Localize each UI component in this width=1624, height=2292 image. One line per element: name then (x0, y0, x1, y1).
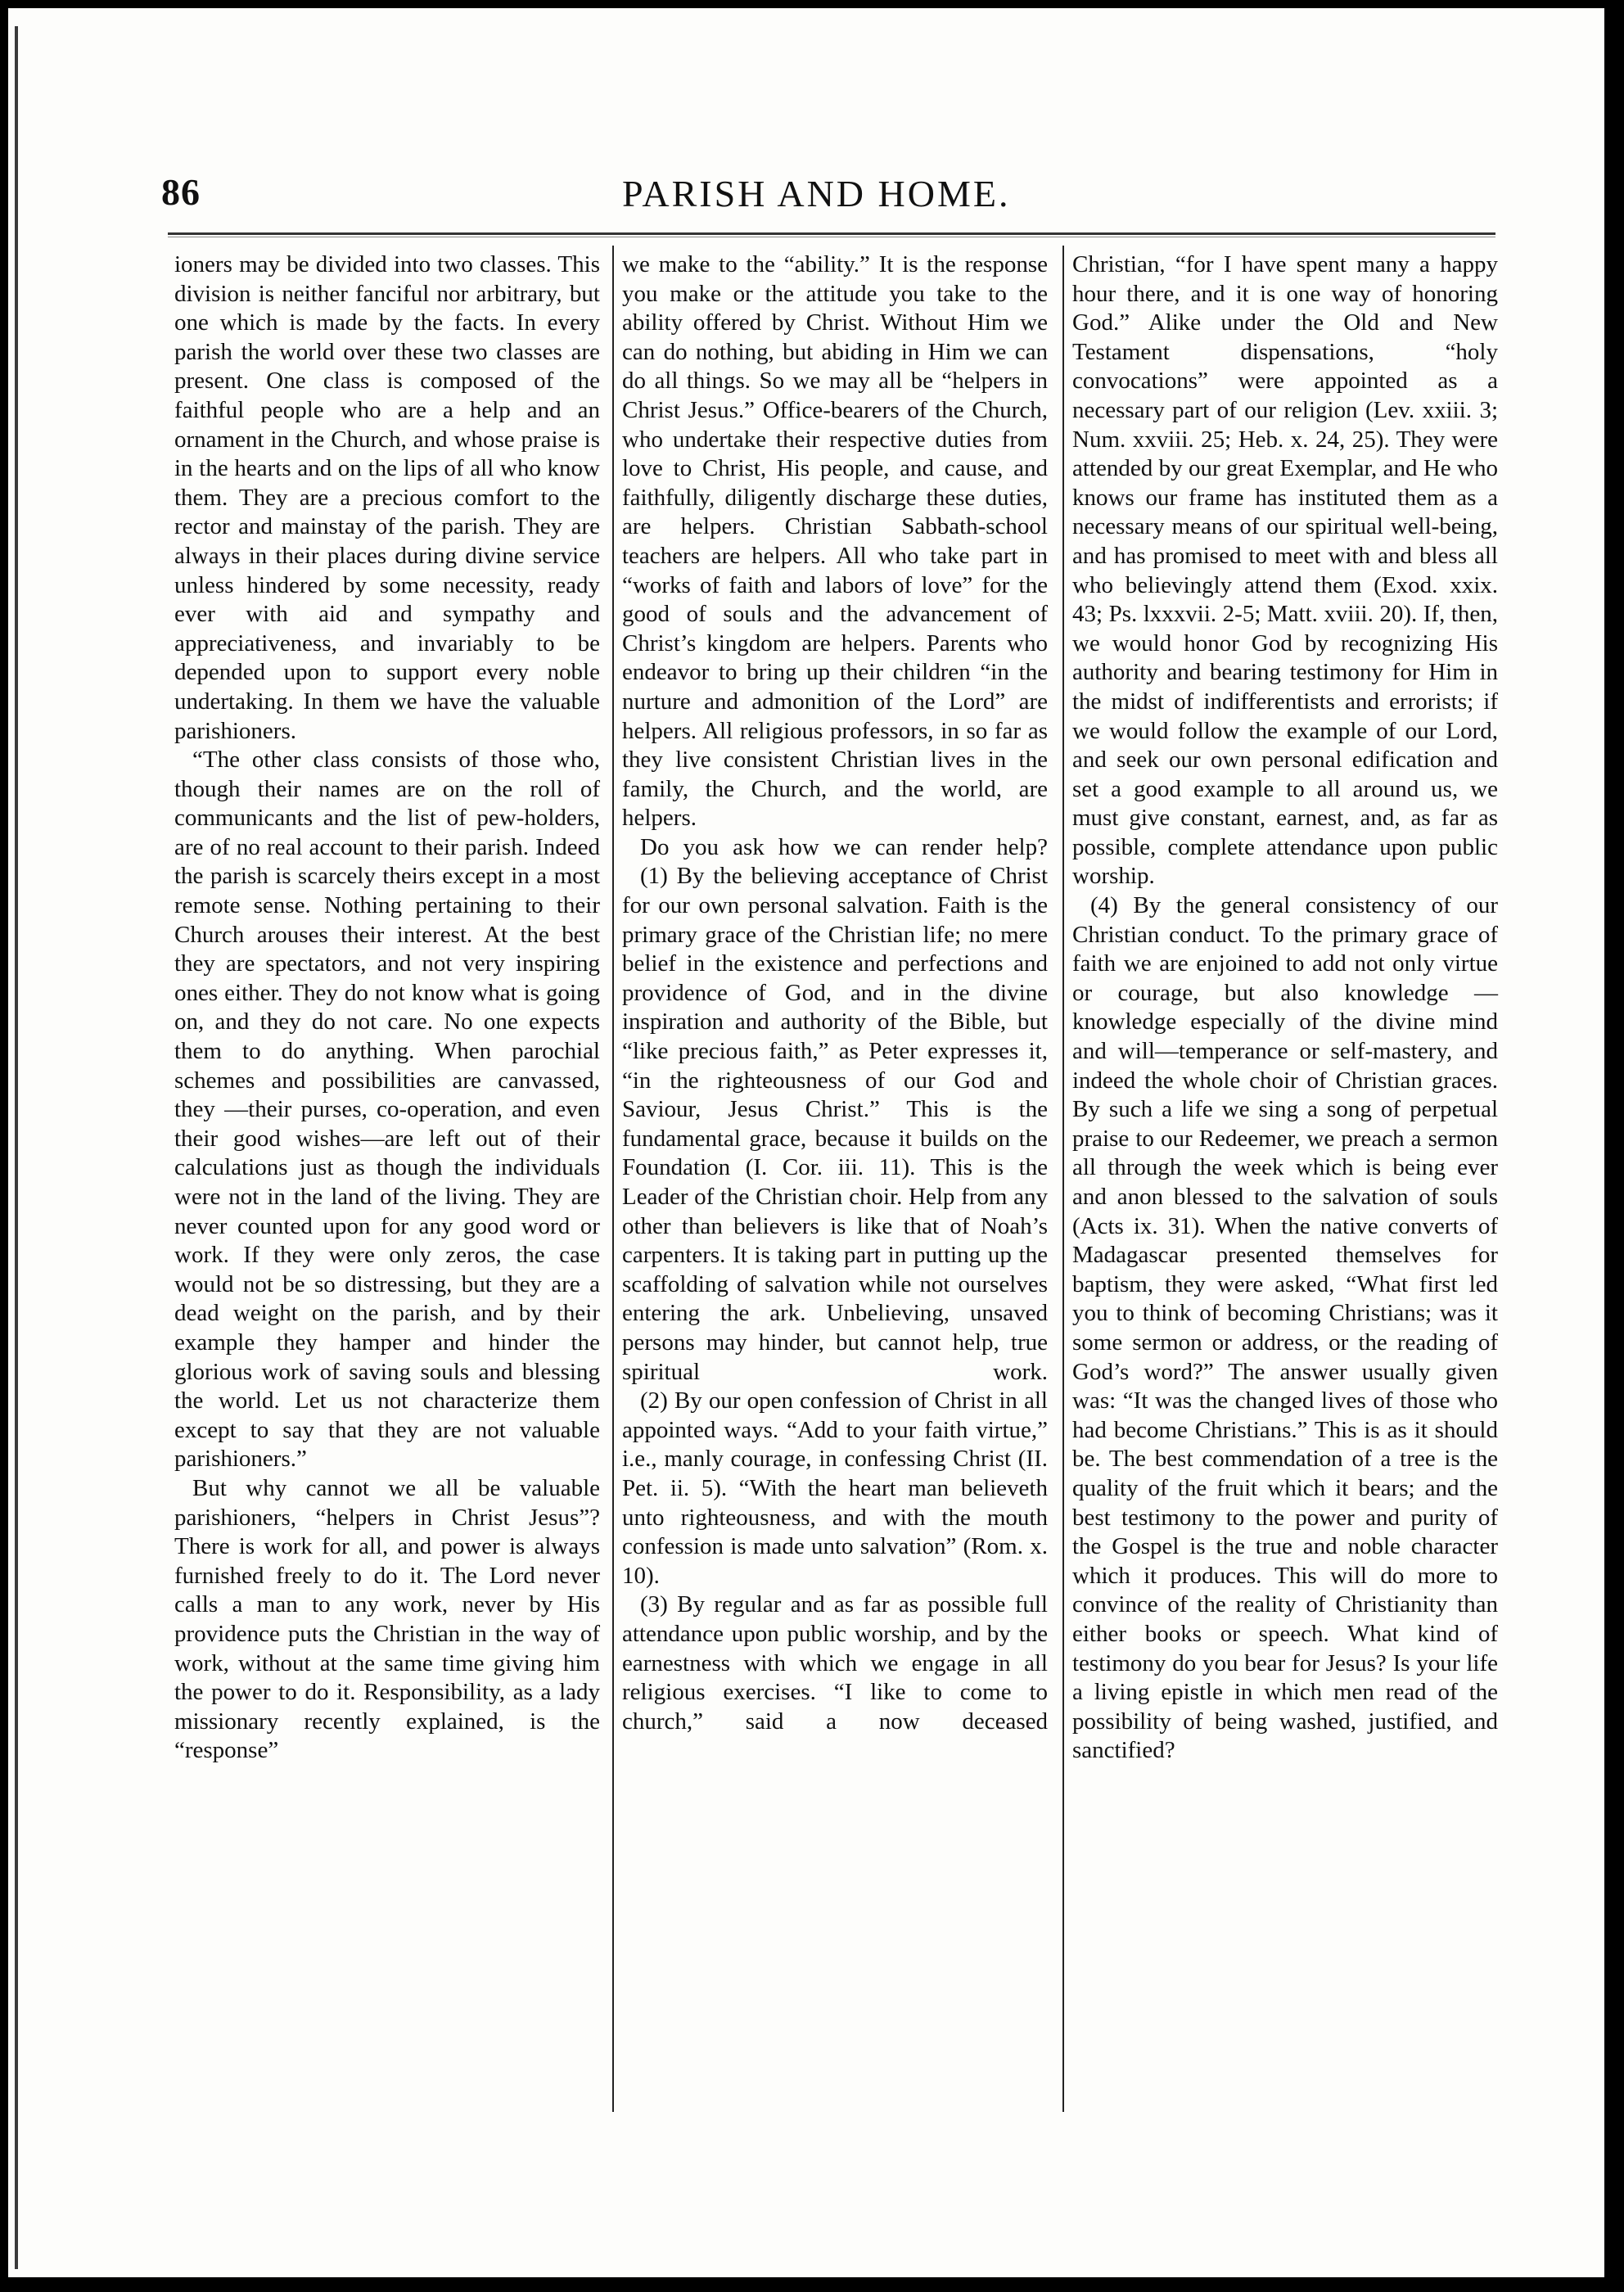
text-column-3 (1072, 250, 1498, 1766)
paragraph: we make to the “ability.” It is the response you make or the attitude you take to the ability offered by Christ. Without Him we can do nothing, but abiding in Him we can do all things. So we may all be “helpers in Christ Jesus.” Office-bearers of the Church, who undertake their respective duties from love to Christ, His people, and cause, and faithfully, diligently discharge these duties, are helpers. Christian Sabbath-school teachers are helpers. All who take part in “works of faith and labors of love” for the good of souls and the advancement of Christ’s kingdom are helpers. Parents who endeavor to bring up their children “in the nurture and admonition of the Lord” are helpers. All religious professors, in so far as they live consistent Christian lives in the family, the Church, and the world, are helpers. (622, 251, 1048, 832)
page-edge-right (1608, 0, 1624, 2269)
paragraph: Do you ask how we can render help? (640, 833, 1048, 860)
column-divider-1 (612, 246, 614, 2112)
header-rule (168, 232, 1495, 237)
running-head-title: PARISH AND HOME. (622, 173, 1011, 214)
page-number: 86 (161, 171, 201, 213)
paragraph: But why cannot we all be valuable parishioners, “helpers in Christ Jesus”? There is work for all, and power is always furnished freely to do it. The Lord never calls a man to any work, never by His providence puts the Christian in the way of work, without at the same time giving him the power to do it. Responsibility, as a lady missionary recently explained, is the “response” (174, 1474, 600, 1764)
paragraph: “The other class consists of those who, though their names are on the roll of communicants and the list of pew-holders, are of no real account to their parish. Indeed the parish is scarcely theirs except in a most remote sense. Nothing pertaining to their Church arouses their interest. At the best they are spectators, and not very inspiring ones either. They do not know what is going on, and they do not care. No one expects them to do anything. When parochial schemes and possibilities are canvassed, they —their purses, co-operation, and even their good wishes—are left out of their calculations just as though the individuals were not in the land of the living. They are never counted upon for any good word or work. If they were only zeros, the case would not be so distressing, but they are a dead weight on the parish, and by their example they hamper and hinder the glorious work of saving souls and blessing the world. Let us not characterize them except to say that they are not valuable parishioners.” (174, 747, 600, 1473)
text-column-1 (174, 250, 600, 1766)
text-column-2 (622, 250, 1048, 1736)
page-edge-left (15, 26, 18, 2269)
paragraph: (1) By the believing acceptance of Christ for our own personal salvation. Faith is the primary grace of the Christian life; no mere belief in the existence and perfections and providence of God, and in the divine inspiration and authority of the Bible, but “like precious faith,” as Peter expresses it, “in the righteousness of our God and Saviour, Jesus Christ.” This is the fundamental grace, because it builds on the Foundation (I. Cor. iii. 11). This is the Leader of the Christian choir. Help from any other than believers is like that of Noah’s carpenters. It is taking part in putting up the scaffolding of salvation while not ourselves entering the ark. Unbelieving, unsaved persons may hinder, but cannot help, true spiritual work. (622, 863, 1048, 1385)
column-divider-2 (1062, 246, 1064, 2112)
paragraph: (4) By the general consistency of our Christian conduct. To the primary grace of faith we are enjoined to add not only virtue or courage, but also knowledge — knowledge especially of the divine mind and will—temperance or self-mastery, and indeed the whole choir of Christian graces. By such a life we sing a song of perpetual praise to our Redeemer, we preach a sermon all through the week which is being ever and anon blessed to the salvation of souls (Acts ix. 31). When the native converts of Madagascar presented themselves for baptism, they were asked, “What first led you to think of becoming Christians; was it some sermon or address, or the reading of God’s word?” The answer usually given was: “It was the changed lives of those who had become Christians.” This is as it should be. The best commendation of a tree is the quality of the fruit which it bears; and the best testimony to the power and purity of the Gospel is the true and noble character which it produces. This will do more to convince of the reality of Christianity than either books or speech. What kind of testimony do you bear for Jesus? Is your life a living epistle in which men read of the possibility of being washed, justified, and sanctified? (1072, 892, 1498, 1764)
paragraph: Christian, “for I have spent many a happy hour there, and it is one way of honoring God.” Alike under the Old and New Testament dispensations, “holy convocations” were appointed as a necessary part of our religion (Lev. xxiii. 3; Num. xxviii. 25; Heb. x. 24, 25). They were attended by our great Exemplar, and He who knows our frame has instituted them as a necessary means of our spiritual well-being, and has promised to meet with and bless all who believingly attend them (Exod. xxix. 43; Ps. lxxxvii. 2-5; Matt. xviii. 20). If, then, we would honor God by recognizing His authority and bearing testimony for Him in the midst of indifferentists and errorists; if we would follow the example of our Lord, and seek our own personal edification and set a good example to all around us, we must give constant, earnest, and, as far as possible, complete attendance upon public worship. (1072, 251, 1498, 890)
paragraph: ioners may be divided into two classes. This division is neither fanciful nor arbitrary, but one which is made by the facts. In every parish the world over these two classes are present. One class is composed of the faithful people who are a help and an ornament in the Church, and whose praise is in the hearts and on the lips of all who know them. They are a precious comfort to the rector and mainstay of the parish. They are always in their places during divine service unless hindered by some necessity, ready ever with aid and sympathy and appreciativeness, and invariably to be depended upon to support every noble undertaking. In them we have the valuable parishioners. (174, 251, 600, 744)
paragraph: (2) By our open confession of Christ in all appointed ways. “Add to your faith virtue,” i.e., manly courage, in confessing Christ (II. Pet. ii. 5). “With the heart man believeth unto righteousness, and with the mouth confession is made unto salvation” (Rom. x. 10). (622, 1387, 1048, 1589)
paragraph: (3) By regular and as far as possible full attendance upon public worship, and by the earnestness with which we engage in all religious exercises. “I like to come to church,” said a now deceased (622, 1591, 1048, 1735)
